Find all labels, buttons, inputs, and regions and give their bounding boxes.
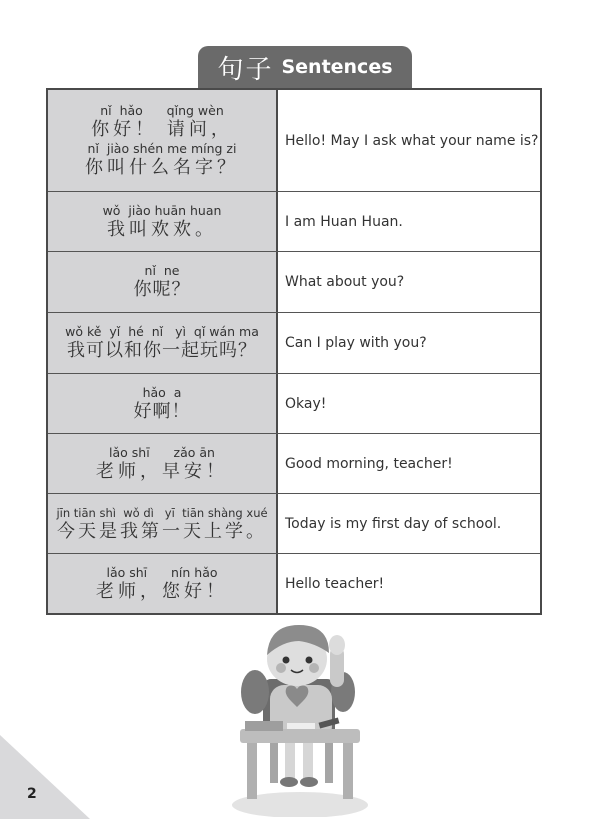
pinyin-text: lǎo shī zǎo ān	[109, 444, 215, 460]
table-row	[48, 553, 540, 613]
pinyin-text: jīn tiān shì wǒ dì yī tiān shàng xué	[56, 505, 268, 520]
hanzi-text: 好啊！	[133, 400, 191, 422]
table-row	[48, 251, 540, 312]
hanzi-text: 你好！ 请问，	[91, 118, 233, 140]
chinese-cell	[48, 494, 278, 553]
english-cell: I am Huan Huan.	[285, 213, 403, 230]
table-row	[48, 433, 540, 493]
table-row	[48, 493, 540, 553]
pinyin-text: nǐ ne	[144, 263, 180, 278]
table-row	[48, 90, 540, 191]
section-title-english: Sentences	[281, 56, 393, 78]
hanzi-text: 今天是我第一天上学。	[57, 520, 267, 542]
english-cell: Hello! May I ask what your name is?	[285, 132, 539, 149]
girl-at-desk-illustration	[225, 617, 375, 817]
pinyin-text: wǒ jiào huān huan	[102, 202, 222, 218]
hanzi-text: 老师，早安！	[96, 460, 228, 482]
page-corner-decoration	[0, 735, 90, 819]
hanzi-text: 我可以和你一起玩吗？	[67, 340, 257, 361]
page-number: 2	[27, 786, 37, 802]
english-cell: Good morning, teacher!	[285, 455, 453, 472]
pinyin-text: lǎo shī nín hǎo	[106, 564, 218, 580]
chinese-cell	[48, 434, 278, 493]
section-title-chinese: 句子	[217, 54, 274, 85]
chinese-cell	[48, 554, 278, 613]
table-row	[48, 373, 540, 433]
pinyin-text: hǎo a	[142, 384, 182, 400]
english-cell: Okay!	[285, 395, 327, 412]
pinyin-text: wǒ kě yǐ hé nǐ yì qǐ wán ma	[65, 324, 259, 339]
table-row	[48, 312, 540, 373]
section-title-tab	[198, 46, 412, 88]
english-cell: Today is my first day of school.	[285, 515, 502, 532]
hanzi-text: 老师，您好！	[96, 580, 228, 602]
pinyin-text: nǐ jiào shén me míng zi	[87, 140, 237, 156]
hanzi-text: 你叫什么名字？	[85, 156, 239, 178]
english-cell: Hello teacher!	[285, 575, 385, 592]
table-row	[48, 191, 540, 251]
chinese-cell	[48, 90, 278, 191]
hanzi-text: 我叫欢欢。	[107, 218, 217, 240]
chinese-cell	[48, 192, 278, 251]
hanzi-text: 你呢？	[133, 279, 191, 300]
chinese-cell	[48, 252, 278, 312]
english-cell: Can I play with you?	[285, 335, 427, 351]
sentences-table	[46, 88, 542, 615]
english-cell: What about you?	[285, 274, 405, 290]
chinese-cell	[48, 313, 278, 373]
chinese-cell	[48, 374, 278, 433]
pinyin-text: nǐ hǎo qǐng wèn	[100, 102, 224, 118]
